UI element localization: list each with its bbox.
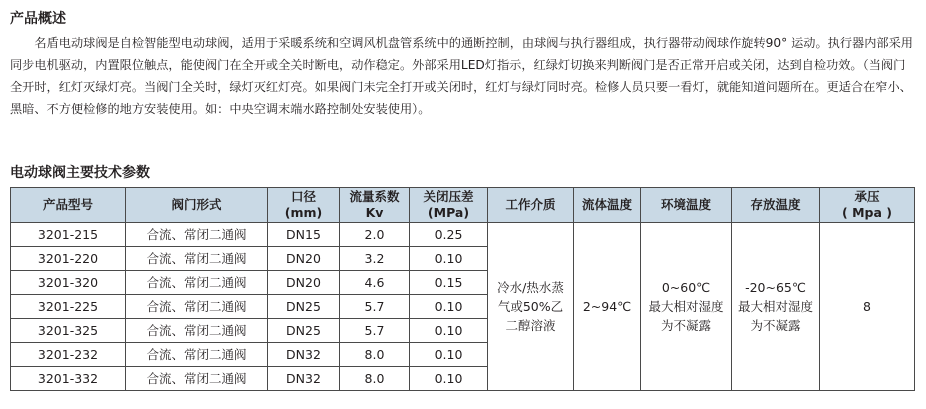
cell-model: 3201-220 xyxy=(11,247,126,271)
header-model: 产品型号 xyxy=(11,188,126,223)
header-kv-label: 流量系数 xyxy=(349,189,400,204)
table-row xyxy=(11,223,915,247)
cell-store xyxy=(732,223,820,391)
cell-size: DN25 xyxy=(268,319,340,343)
header-press-unit: ( Mpa ) xyxy=(842,205,892,220)
cell-mpa: 0.15 xyxy=(410,271,488,295)
header-store: 存放温度 xyxy=(732,188,820,223)
cell-form: 合流、常闭二通阀 xyxy=(126,295,268,319)
cell-size: DN32 xyxy=(268,367,340,391)
cell-kv: 4.6 xyxy=(340,271,410,295)
cell-form: 合流、常闭二通阀 xyxy=(126,271,268,295)
env-humidity: 最大相对湿度为不凝露 xyxy=(648,299,724,333)
store-range: -20~65℃ xyxy=(745,280,806,295)
cell-form: 合流、常闭二通阀 xyxy=(126,319,268,343)
cell-size: DN20 xyxy=(268,271,340,295)
header-size-label: 口径 xyxy=(290,189,316,204)
spec-header-row xyxy=(11,188,915,223)
header-size-unit: (mm) xyxy=(284,205,323,220)
header-mpa-label: 关闭压差 xyxy=(423,189,474,204)
cell-form: 合流、常闭二通阀 xyxy=(126,247,268,271)
header-press xyxy=(820,188,915,223)
cell-mpa: 0.10 xyxy=(410,247,488,271)
spec-title: 电动球阀主要技术参数 xyxy=(10,165,150,181)
header-size xyxy=(268,188,340,223)
header-mpa-unit: (MPa) xyxy=(427,205,470,220)
cell-mpa: 0.10 xyxy=(410,319,488,343)
spec-table xyxy=(10,187,915,391)
cell-mpa: 0.10 xyxy=(410,343,488,367)
header-form: 阀门形式 xyxy=(126,188,268,223)
header-mpa xyxy=(410,188,488,223)
cell-size: DN32 xyxy=(268,343,340,367)
cell-mpa: 0.25 xyxy=(410,223,488,247)
cell-model: 3201-320 xyxy=(11,271,126,295)
header-env: 环境温度 xyxy=(641,188,732,223)
header-kv xyxy=(340,188,410,223)
cell-form: 合流、常闭二通阀 xyxy=(126,367,268,391)
cell-model: 3201-225 xyxy=(11,295,126,319)
cell-kv: 3.2 xyxy=(340,247,410,271)
header-medium: 工作介质 xyxy=(488,188,574,223)
cell-model: 3201-215 xyxy=(11,223,126,247)
overview-paragraph: 名盾电动球阀是自检智能型电动球阀，适用于采暖系统和空调风机盘管系统中的通断控制，由球阀与执行器组成，执行器带动阀球作旋转90° 运动。执行器内部采用同步电机驱动，内置限位触点，能使阀门在全开或全关时断电，动作稳定。外部采用LED灯指示，红绿灯切换来判断阀门是否正常开启或关闭，达到自检功效。（当阀门全开时，红灯灭绿灯亮。当阀门全关时，绿灯灭红灯亮。如果阀门未完全打开或关闭时，红灯与绿灯同时亮。检修人员只要一看灯，就能知道问题所在。更适合在窄小、黑暗、不方便检修的地方安装使用。如：中央空调末端水路控制处安装使用）。 xyxy=(10,36,913,116)
cell-model: 3201-332 xyxy=(11,367,126,391)
cell-size: DN25 xyxy=(268,295,340,319)
cell-kv: 5.7 xyxy=(340,295,410,319)
cell-medium: 冷水/热水蒸气或50%乙二醇溶液 xyxy=(488,223,574,391)
header-temp: 流体温度 xyxy=(574,188,641,223)
cell-kv: 2.0 xyxy=(340,223,410,247)
cell-kv: 8.0 xyxy=(340,367,410,391)
cell-mpa: 0.10 xyxy=(410,367,488,391)
cell-size: DN20 xyxy=(268,247,340,271)
cell-press: 8 xyxy=(820,223,915,391)
header-kv-unit: Kv xyxy=(365,205,384,220)
overview-title: 产品概述 xyxy=(10,11,66,27)
cell-temp: 2~94℃ xyxy=(574,223,641,391)
cell-form: 合流、常闭二通阀 xyxy=(126,343,268,367)
cell-kv: 8.0 xyxy=(340,343,410,367)
cell-model: 3201-232 xyxy=(11,343,126,367)
cell-kv: 5.7 xyxy=(340,319,410,343)
header-press-label: 承压 xyxy=(854,189,880,204)
env-range: 0~60℃ xyxy=(661,280,711,295)
cell-env xyxy=(641,223,732,391)
cell-form: 合流、常闭二通阀 xyxy=(126,223,268,247)
store-humidity: 最大相对湿度为不凝露 xyxy=(737,299,813,333)
cell-model: 3201-325 xyxy=(11,319,126,343)
cell-size: DN15 xyxy=(268,223,340,247)
cell-mpa: 0.10 xyxy=(410,295,488,319)
